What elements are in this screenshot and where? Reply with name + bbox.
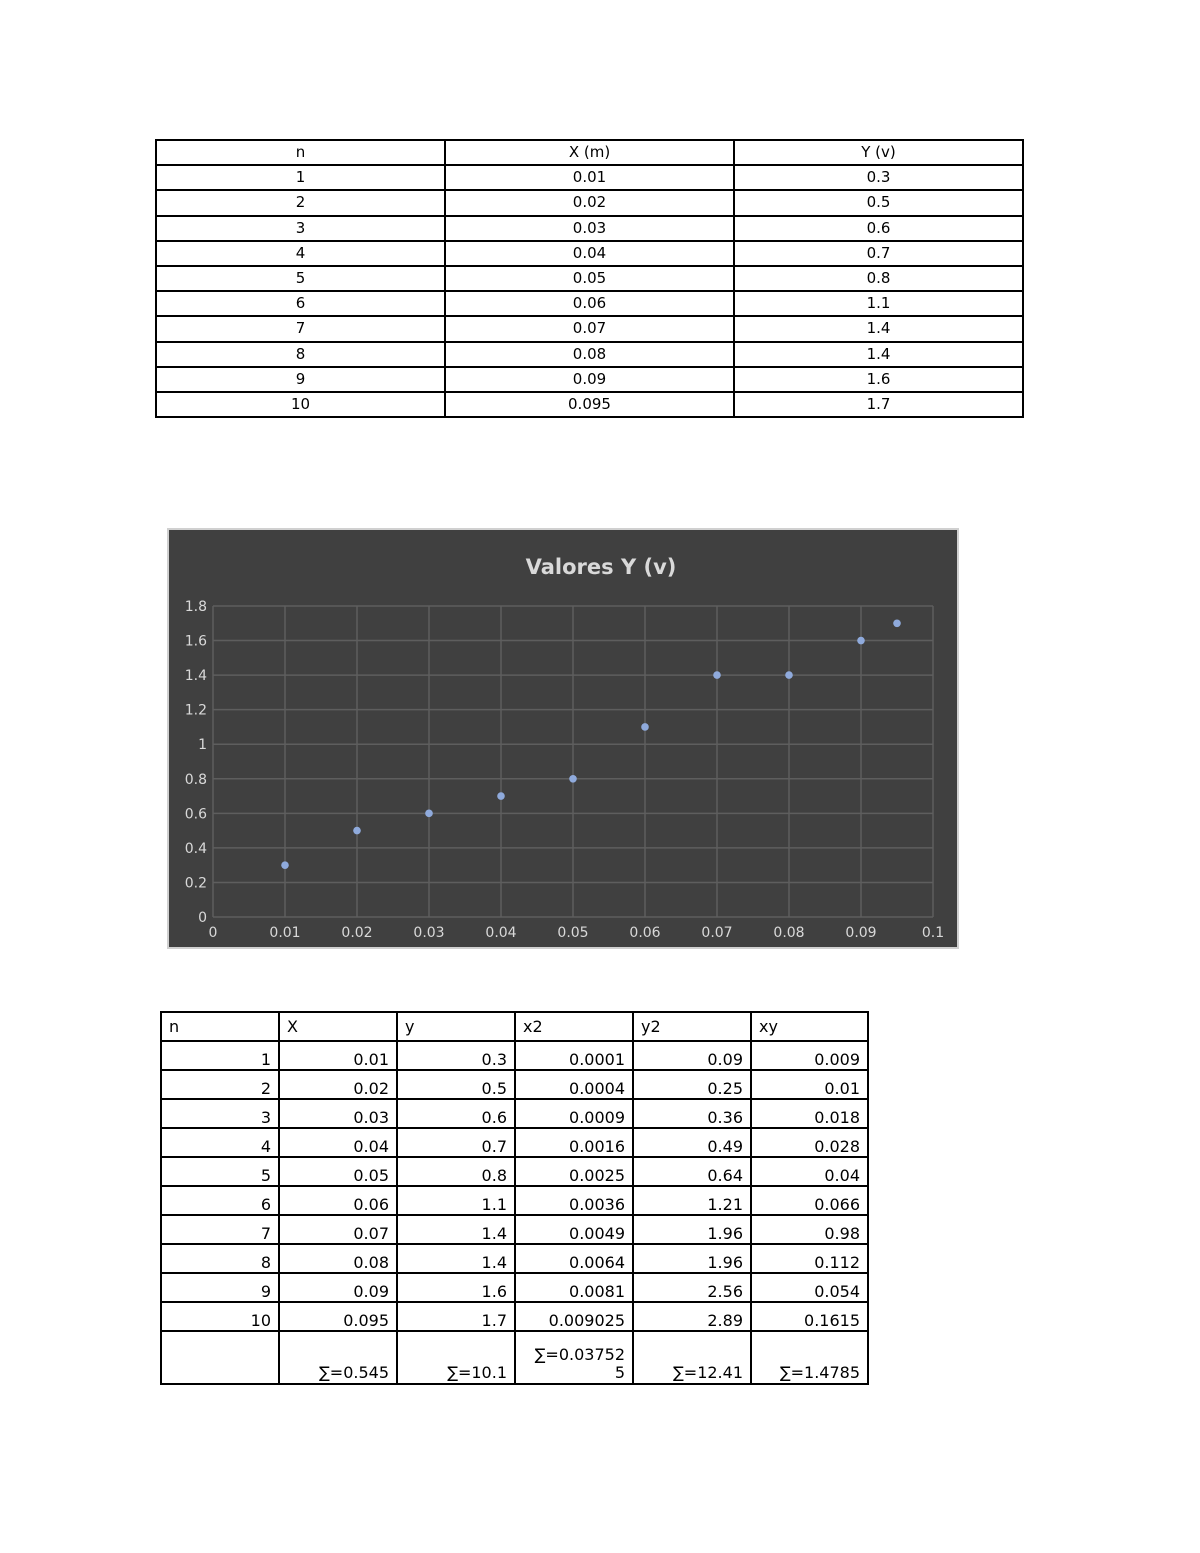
table-row: [161, 1070, 868, 1099]
table-cell: 1.96: [633, 1244, 751, 1273]
table-cell: 0.07: [279, 1215, 397, 1244]
sum-cell: [751, 1331, 868, 1384]
sums-row: [161, 1331, 868, 1384]
table-cell: 0.3: [734, 165, 1023, 190]
table-cell: 0.06: [445, 291, 734, 316]
column-header: n: [156, 140, 445, 165]
table-row: [156, 291, 1023, 316]
table-row: [156, 190, 1023, 215]
table-cell: 0.0009: [515, 1099, 633, 1128]
table-cell: 0.05: [279, 1157, 397, 1186]
sum-cell: [397, 1331, 515, 1384]
table-cell: 0.018: [751, 1099, 868, 1128]
table-cell: 2: [156, 190, 445, 215]
y-tick-label: 0: [198, 910, 207, 926]
table-cell: 0.009025: [515, 1302, 633, 1331]
data-point: [281, 861, 289, 869]
table-cell: 1.4: [397, 1244, 515, 1273]
sum-cell: [279, 1331, 397, 1384]
x-tick-label: 0.09: [845, 925, 877, 941]
x-tick-label: 0: [208, 925, 218, 941]
table-cell: 0.04: [445, 241, 734, 266]
table-row: [156, 241, 1023, 266]
table-cell: 8: [161, 1244, 279, 1273]
table-cell: 0.5: [734, 190, 1023, 215]
table-cell: 2: [161, 1070, 279, 1099]
table-cell: 0.6: [397, 1099, 515, 1128]
regression-table-body: [161, 1012, 868, 1384]
table-cell: 0.0064: [515, 1244, 633, 1273]
table-cell: 6: [161, 1186, 279, 1215]
sum-value: ∑=12.41: [673, 1363, 743, 1382]
table-cell: 0.0025: [515, 1157, 633, 1186]
data-point: [641, 723, 649, 731]
column-header: y2: [633, 1012, 751, 1041]
sum-cell: [515, 1331, 633, 1384]
table-cell: 1.7: [397, 1302, 515, 1331]
x-tick-label: 0.1: [921, 925, 945, 941]
table-row: [161, 1041, 868, 1070]
table-cell: 1.6: [734, 367, 1023, 392]
table-row: [156, 316, 1023, 341]
table-row: [161, 1244, 868, 1273]
table-cell: 0.03: [445, 216, 734, 241]
sum-value: ∑=10.1: [447, 1363, 507, 1382]
y-tick-label: 0.4: [184, 840, 207, 857]
table-cell: 0.49: [633, 1128, 751, 1157]
table-row: [161, 1099, 868, 1128]
y-tick-label: 1.4: [184, 668, 207, 685]
table-cell: 0.6: [734, 216, 1023, 241]
table-cell: 1.1: [734, 291, 1023, 316]
table-cell: 0.02: [279, 1070, 397, 1099]
x-tick-label: 0.01: [269, 925, 301, 941]
table-cell: 0.5: [397, 1070, 515, 1099]
table-cell: 0.05: [445, 266, 734, 291]
table-row: [161, 1273, 868, 1302]
table-row: [161, 1186, 868, 1215]
x-tick-label: 0.02: [341, 925, 373, 941]
data-point: [785, 671, 793, 679]
table-cell: 0.09: [633, 1041, 751, 1070]
scatter-chart: [167, 528, 959, 949]
table-cell: 1: [156, 165, 445, 190]
y-tick-label: 1.8: [184, 599, 207, 615]
table-cell: 0.36: [633, 1099, 751, 1128]
data-point: [353, 827, 361, 835]
column-header: Y (v): [734, 140, 1023, 165]
table-cell: 0.3: [397, 1041, 515, 1070]
table-row: [156, 165, 1023, 190]
table-row: [156, 266, 1023, 291]
table-cell: 0.04: [751, 1157, 868, 1186]
table-cell: 1.21: [633, 1186, 751, 1215]
table-cell: 9: [161, 1273, 279, 1302]
column-header: n: [161, 1012, 279, 1041]
table-cell: 2.56: [633, 1273, 751, 1302]
table-cell: 0.0001: [515, 1041, 633, 1070]
table-cell: 4: [156, 241, 445, 266]
table-cell: 0.1615: [751, 1302, 868, 1331]
table-cell: 0.07: [445, 316, 734, 341]
data-point: [713, 671, 721, 679]
column-header: X (m): [445, 140, 734, 165]
table-row: [156, 342, 1023, 367]
data-point: [857, 637, 865, 645]
data-point: [497, 792, 505, 800]
data-point: [569, 775, 577, 783]
table-cell: 7: [156, 316, 445, 341]
table-cell: 6: [156, 291, 445, 316]
table-cell: 0.03: [279, 1099, 397, 1128]
table-cell: 0.8: [734, 266, 1023, 291]
data-point: [425, 810, 433, 818]
table-cell: 0.054: [751, 1273, 868, 1302]
y-tick-label: 0.8: [184, 771, 207, 788]
sum-cell: [161, 1331, 279, 1384]
table-cell: 5: [161, 1157, 279, 1186]
table-cell: 0.0036: [515, 1186, 633, 1215]
table-cell: 0.8: [397, 1157, 515, 1186]
table-cell: 1.6: [397, 1273, 515, 1302]
table-cell: 0.095: [279, 1302, 397, 1331]
table-cell: 10: [161, 1302, 279, 1331]
table-cell: 0.25: [633, 1070, 751, 1099]
table-cell: 7: [161, 1215, 279, 1244]
y-tick-label: 1.2: [184, 702, 207, 719]
table-cell: 8: [156, 342, 445, 367]
table-cell: 0.06: [279, 1186, 397, 1215]
table-cell: 1.4: [734, 316, 1023, 341]
y-tick-label: 1.6: [184, 633, 207, 650]
table-cell: 0.0049: [515, 1215, 633, 1244]
sum-value: ∑=0.037525: [534, 1345, 625, 1382]
table-cell: 1.4: [734, 342, 1023, 367]
table-cell: 1.1: [397, 1186, 515, 1215]
x-tick-label: 0.05: [557, 925, 589, 941]
table-cell: 10: [156, 392, 445, 417]
x-tick-label: 0.07: [701, 925, 733, 941]
table-cell: 0.7: [397, 1128, 515, 1157]
table-cell: 0.64: [633, 1157, 751, 1186]
table-row: [161, 1215, 868, 1244]
table-row: [161, 1157, 868, 1186]
table-cell: 0.04: [279, 1128, 397, 1157]
table-cell: 9: [156, 367, 445, 392]
table-cell: 1.96: [633, 1215, 751, 1244]
table-cell: 3: [156, 216, 445, 241]
column-header: X: [279, 1012, 397, 1041]
table-cell: 0.7: [734, 241, 1023, 266]
table-cell: 0.01: [751, 1070, 868, 1099]
table-cell: 4: [161, 1128, 279, 1157]
sum-value: ∑=0.545: [319, 1363, 389, 1382]
y-tick-label: 1: [198, 737, 207, 754]
table-cell: 0.0016: [515, 1128, 633, 1157]
sum-value: ∑=1.4785: [779, 1363, 860, 1382]
sum-cell: [633, 1331, 751, 1384]
table-row: [161, 1128, 868, 1157]
table-cell: 0.066: [751, 1186, 868, 1215]
table-cell: 0.02: [445, 190, 734, 215]
table-header-row: [156, 140, 1023, 165]
table-cell: 0.0081: [515, 1273, 633, 1302]
table-cell: 0.009: [751, 1041, 868, 1070]
x-tick-label: 0.03: [413, 925, 445, 941]
column-header: xy: [751, 1012, 868, 1041]
measurements-table-body: [156, 140, 1023, 417]
measurements-table: [155, 139, 1024, 418]
y-tick-label: 0.6: [184, 806, 207, 823]
regression-table: [160, 1011, 869, 1385]
table-cell: 0.0004: [515, 1070, 633, 1099]
data-point: [893, 619, 901, 627]
y-tick-label: 0.2: [184, 875, 207, 892]
table-cell: 0.01: [279, 1041, 397, 1070]
x-tick-label: 0.08: [773, 925, 805, 941]
table-cell: 0.08: [279, 1244, 397, 1273]
table-cell: 0.112: [751, 1244, 868, 1273]
column-header: y: [397, 1012, 515, 1041]
column-header: x2: [515, 1012, 633, 1041]
table-cell: 3: [161, 1099, 279, 1128]
table-cell: 1: [161, 1041, 279, 1070]
table-cell: 0.095: [445, 392, 734, 417]
table-cell: 5: [156, 266, 445, 291]
chart-svg: [169, 530, 957, 947]
table-cell: 1.7: [734, 392, 1023, 417]
table-cell: 0.01: [445, 165, 734, 190]
table-cell: 0.028: [751, 1128, 868, 1157]
x-tick-label: 0.06: [629, 925, 661, 941]
table-cell: 0.09: [445, 367, 734, 392]
table-cell: 0.09: [279, 1273, 397, 1302]
table-cell: 0.98: [751, 1215, 868, 1244]
table-row: [161, 1302, 868, 1331]
x-tick-label: 0.04: [485, 925, 517, 941]
table-row: [156, 367, 1023, 392]
table-row: [156, 216, 1023, 241]
chart-title: Valores Y (v): [525, 555, 677, 579]
table-cell: 0.08: [445, 342, 734, 367]
table-cell: 2.89: [633, 1302, 751, 1331]
table-header-row: [161, 1012, 868, 1041]
table-row: [156, 392, 1023, 417]
table-cell: 1.4: [397, 1215, 515, 1244]
